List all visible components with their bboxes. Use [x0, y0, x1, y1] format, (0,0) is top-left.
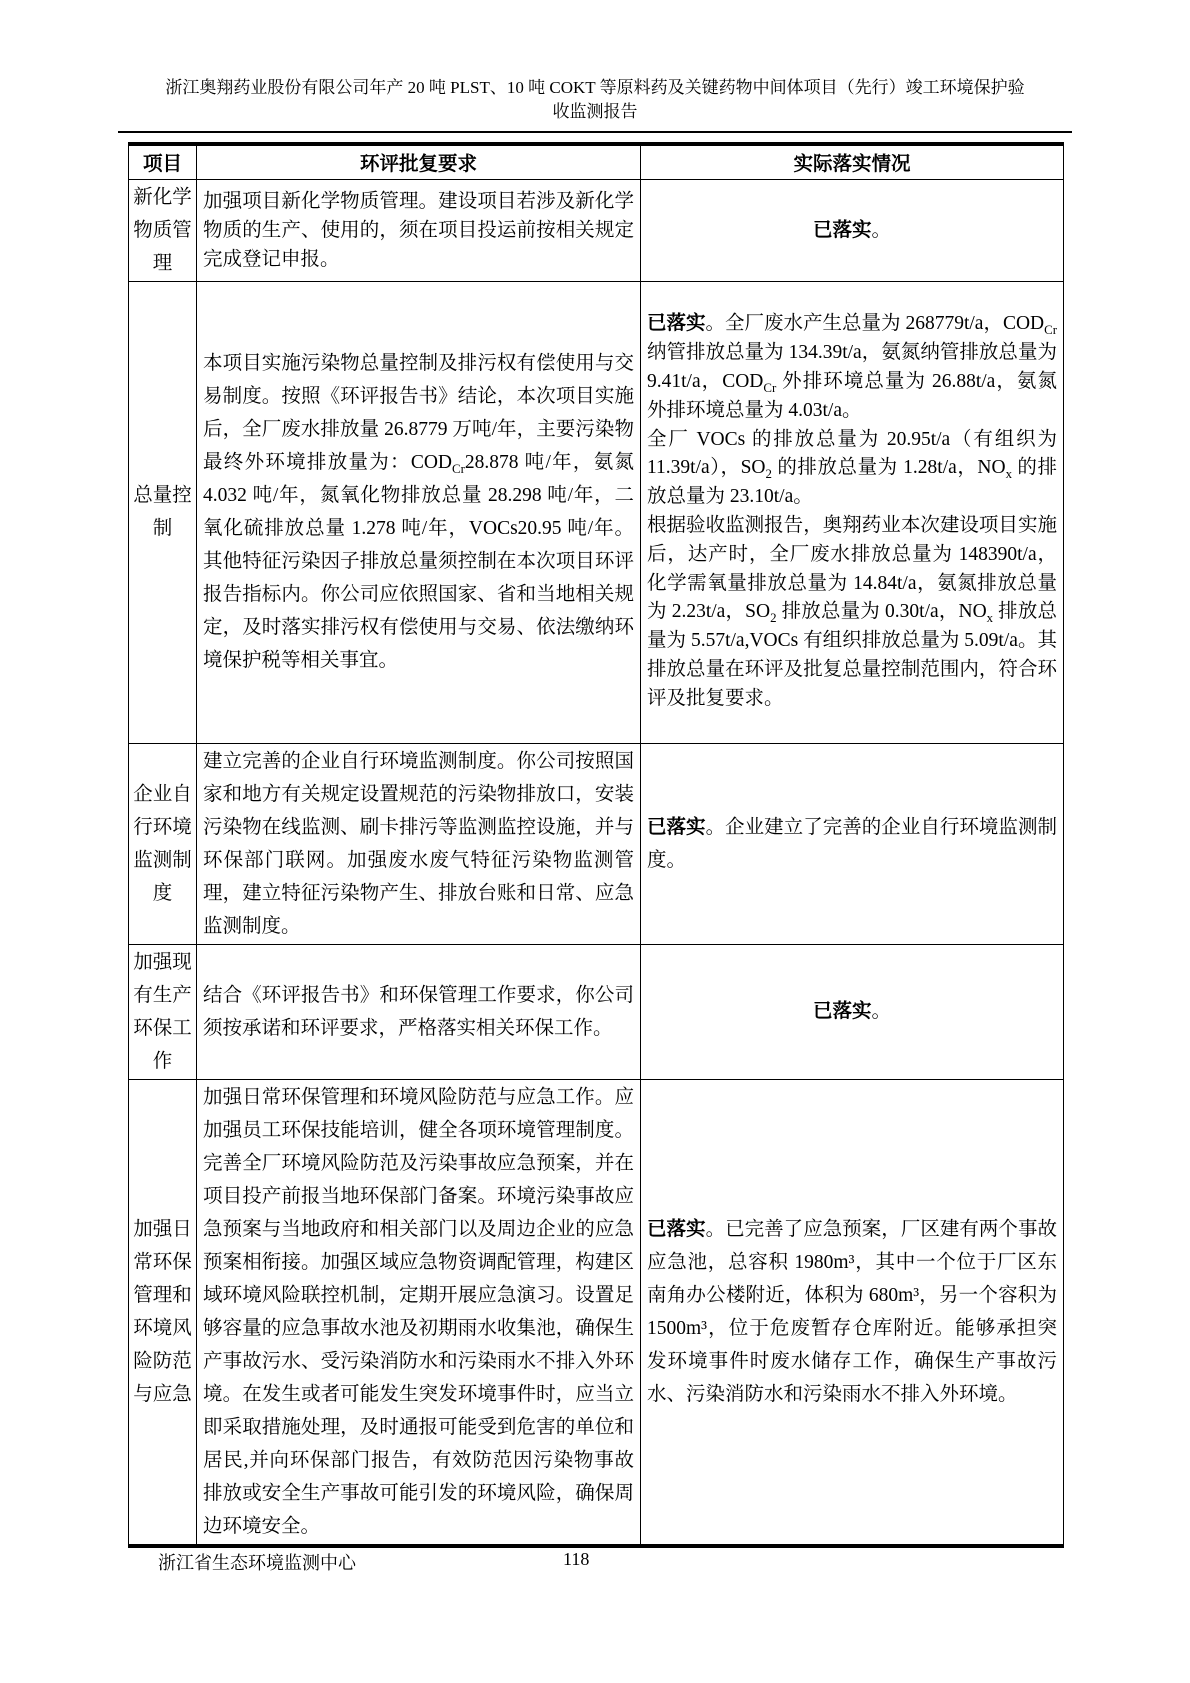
table-row	[129, 743, 1064, 944]
item-cell	[129, 944, 197, 1079]
paragraph: 新化学物质管理	[133, 186, 192, 274]
paragraph: 总量控制	[133, 485, 192, 539]
table-header-row	[129, 144, 1064, 179]
paragraph: 结合《环评报告书》和环保管理工作要求，你公司须按承诺和环评要求，严格落实相关环保工作。	[203, 984, 634, 1039]
paragraph: 已落实。	[812, 219, 892, 241]
header-cell-item: 项目	[129, 144, 197, 179]
footer-organization: 浙江省生态环境监测中心	[158, 1553, 356, 1573]
paragraph: 企业自行环境监测制度	[133, 783, 192, 904]
paragraph: 建立完善的企业自行环境监测制度。你公司按照国家和地方有关规定设置规范的污染物排放口，安装污染物在线监测、刷卡排污等监测监控设施，并与环保部门联网。加强废水废气特征污染物监测管理，建立特征污染物产生、排放台账和日常、应急监测制度。	[203, 750, 634, 937]
requirement-cell	[197, 944, 641, 1079]
table-row	[129, 281, 1064, 743]
page-header-title-line-1: 浙江奥翔药业股份有限公司年产 20 吨 PLST、10 吨 COKT 等原料药及关键药物中间体项目（先行）竣工环境保护验	[165, 78, 1025, 97]
page-number: 118	[563, 1549, 590, 1569]
paragraph: 加强现有生产环保工作	[133, 951, 192, 1072]
paragraph: 已落实。企业建立了完善的企业自行环境监测制度。	[647, 816, 1057, 871]
header-cell-status: 实际落实情况	[641, 144, 1064, 179]
requirement-cell	[197, 281, 641, 743]
table-row	[129, 179, 1064, 281]
paragraph: 已落实。	[812, 1001, 892, 1022]
requirement-cell	[197, 1079, 641, 1546]
requirement-cell	[197, 179, 641, 281]
requirement-cell	[197, 743, 641, 944]
eia-requirements-table	[128, 142, 1064, 1548]
item-cell	[129, 1079, 197, 1546]
paragraph: 加强项目新化学物质管理。建设项目若涉及新化学物质的生产、使用的，须在项目投运前按相关规定完成登记申报。	[203, 190, 634, 270]
item-cell	[129, 281, 197, 743]
item-cell	[129, 179, 197, 281]
paragraph: 根据验收监测报告，奥翔药业本次建设项目实施后，达产时，全厂废水排放总量为 148390t/a，化学需氧量排放总量为 14.84t/a，氨氮排放总量为 2.23t/a，$SO_2$ 排放总量为 0.30t/a，$NO_x$ 排放总量为 5.57t/a,VOCs 有组织排放总量为 5.09t/a。其排放总量在环评及批复总量控制范围内，符合环评及批复要求。	[647, 515, 1058, 709]
page-header	[118, 76, 1072, 133]
paragraph: 已落实。全厂废水产生总量为 268779t/a，$COD_{Cr}$ 纳管排放总量为 134.39t/a，氨氮纳管排放总量为 9.41t/a，$COD_{Cr}$ 外排环境总量为 26.88t/a，氨氮外排环境总量为 4.03t/a。	[647, 313, 1057, 421]
status-cell	[641, 1079, 1064, 1546]
table-body	[129, 179, 1064, 1546]
table-row	[129, 944, 1064, 1079]
status-cell	[641, 179, 1064, 281]
paragraph: 加强日常环保管理和环境风险防范与应急	[133, 1218, 192, 1405]
table-row	[129, 1079, 1064, 1546]
paragraph: 加强日常环保管理和环境风险防范与应急工作。应加强员工环保技能培训，健全各项环境管理制度。完善全厂环境风险防范及污染事故应急预案，并在项目投产前报当地环保部门备案。环境污染事故应急预案与当地政府和相关部门以及周边企业的应急预案相衔接。加强区域应急物资调配管理，构建区域环境风险联控机制，定期开展应急演习。设置足够容量的应急事故水池及初期雨水收集池，确保生产事故污水、受污染消防水和污染雨水不排入外环境。在发生或者可能发生突发环境事件时，应当立即采取措施处理，及时通报可能受到危害的单位和居民,并向环保部门报告，有效防范因污染物事故排放或安全生产事故可能引发的环境风险，确保周边环境安全。	[203, 1086, 634, 1537]
status-cell	[641, 281, 1064, 743]
status-cell	[641, 743, 1064, 944]
paragraph: 全厂 VOCs 的排放总量为 20.95t/a（有组织为 11.39t/a），$SO_2$ 的排放总量为 1.28t/a，$NO_x$ 的排放总量为 23.10t/a。	[647, 428, 1057, 508]
header-cell-requirement: 环评批复要求	[197, 144, 641, 179]
item-cell	[129, 743, 197, 944]
paragraph: 本项目实施污染物总量控制及排污权有偿使用与交易制度。按照《环评报告书》结论，本次项目实施后，全厂废水排放量 26.8779 万吨/年，主要污染物最终外环境排放量为：$COD_{Cr}28.878$ 吨/年，氨氮 4.032 吨/年，氮氧化物排放总量 28.298 吨/年，二氧化硫排放总量 1.278 吨/年，VOCs20.95 吨/年。其他特征污染因子排放总量须控制在本次项目环评报告指标内。你公司应依照国家、省和当地相关规定，及时落实排污权有偿使用与交易、依法缴纳环境保护税等相关事宜。	[203, 353, 634, 671]
status-cell	[641, 944, 1064, 1079]
paragraph: 已落实。已完善了应急预案，厂区建有两个事故应急池，总容积 1980m³，其中一个位于厂区东南角办公楼附近，体积为 680m³，另一个容积为 1500m³，位于危废暂存仓库附近。能够承担突发环境事件时废水储存工作，确保生产事故污水、污染消防水和污染雨水不排入外环境。	[647, 1218, 1057, 1405]
page-header-title-line-2: 收监测报告	[552, 102, 638, 121]
